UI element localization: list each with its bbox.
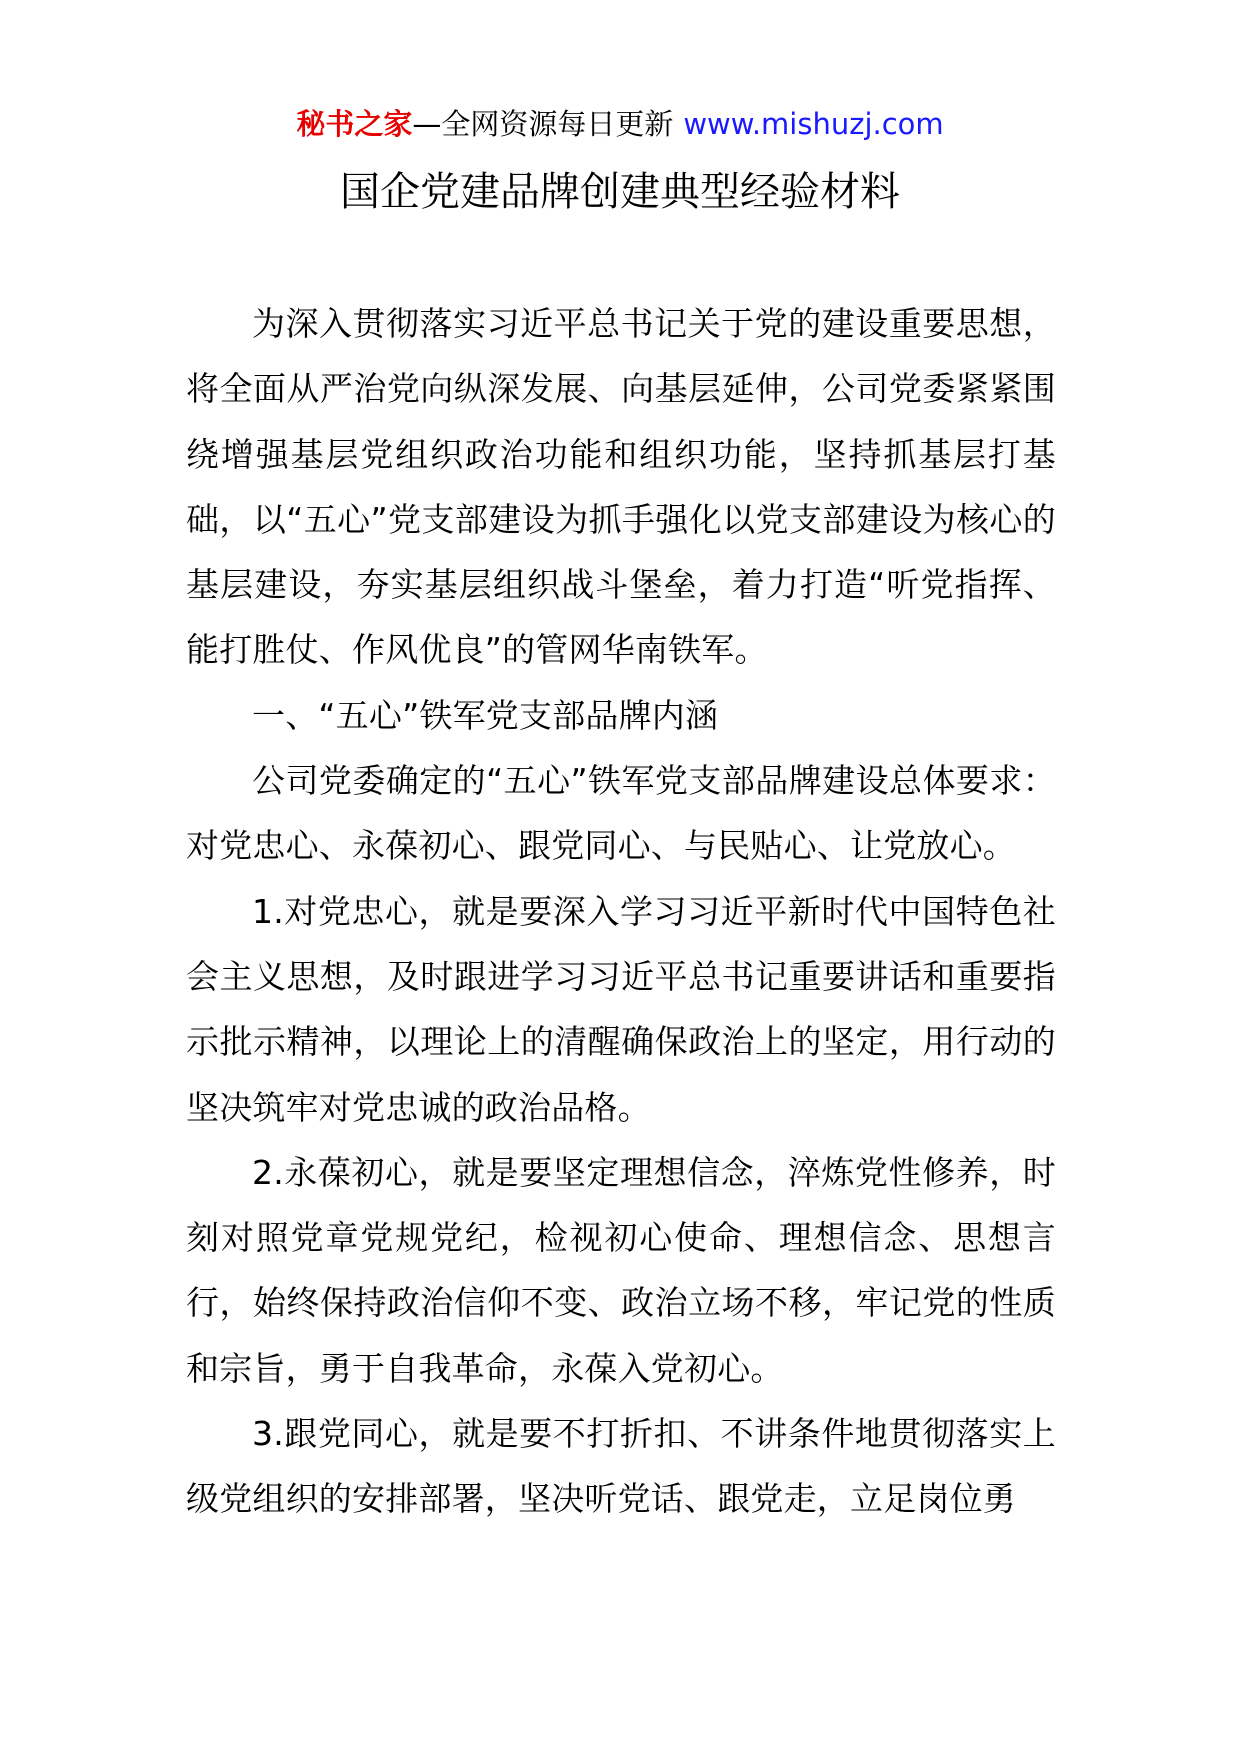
watermark-header [0,102,1240,146]
header-tagline: —全网资源每日更新 [412,107,674,141]
section-heading-1: 一、“五心”铁军党支部品牌内涵 [252,695,719,735]
document-body [186,291,1056,1532]
paragraph-requirements: 公司党委确定的“五心”铁军党支部品牌建设总体要求：对党忠心、永葆初心、跟党同心、与民贴心、让党放心。 [186,761,1056,866]
brand-name: 秘书之家 [296,107,413,141]
site-url-link[interactable]: www.mishuzj.com [683,107,944,141]
paragraph-intro: 为深入贯彻落实习近平总书记关于党的建设重要思想，将全面从严治党向纵深发展、向基层延伸，公司党委紧紧围绕增强基层党组织政治功能和组织功能，坚持抓基层打基础，以“五心”党支部建设为抓手强化以党支部建设为核心的基层建设，夯实基层组织战斗堡垒，着力打造“听党指挥、能打胜仗、作风优良”的管网华南铁军。 [186,304,1056,670]
paragraph-item-3: 3.跟党同心，就是要不打折扣、不讲条件地贯彻落实上级党组织的安排部署，坚决听党话、跟党走，立足岗位勇 [186,1414,1056,1519]
paragraph-item-2: 2.永葆初心，就是要坚定理想信念，淬炼党性修养，时刻对照党章党规党纪，检视初心使命、理想信念、思想言行，始终保持政治信仰不变、政治立场不移，牢记党的性质和宗旨，勇于自我革命，永葆入党初心。 [186,1152,1056,1388]
document-title: 国企党建品牌创建典型经验材料 [340,169,900,215]
paragraph-item-1: 1.对党忠心，就是要深入学习习近平新时代中国特色社会主义思想，及时跟进学习习近平总书记重要讲话和重要指示批示精神，以理论上的清醒确保政治上的坚定，用行动的坚决筑牢对党忠诚的政治品格。 [186,891,1056,1127]
